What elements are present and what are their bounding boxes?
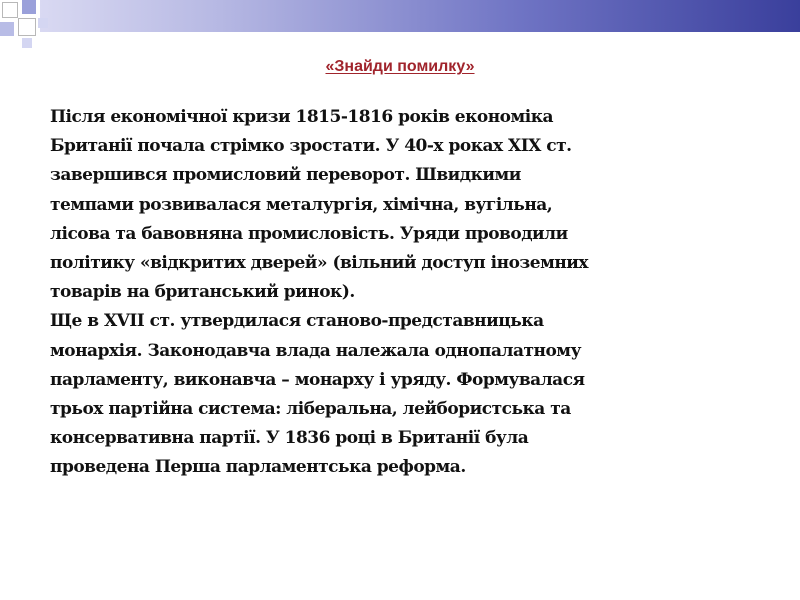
slide-title-text: «Знайди помилку»	[325, 58, 475, 75]
decorative-square	[0, 22, 14, 36]
body-line: завершився промисловий переворот. Швидкими	[50, 165, 521, 186]
decorative-square	[22, 38, 32, 48]
header-decorative-band	[0, 0, 800, 32]
body-line: політику «відкритих дверей» (вільний доступ іноземних	[50, 253, 589, 274]
body-line: Після економічної кризи 1815-1816 років економіка	[50, 107, 554, 127]
decorative-square	[22, 0, 36, 14]
slide-body	[50, 103, 770, 483]
slide-title	[200, 58, 600, 76]
decorative-square	[2, 2, 18, 18]
body-line: консервативна партії. У 1836 році в Британії була	[50, 428, 529, 449]
body-line: Британії почала стрімко зростати. У 40-х роках ХІХ ст.	[50, 136, 572, 157]
body-line: Ще в XVII ст. утвердилася станово-представницька	[50, 311, 544, 332]
decorative-square	[38, 18, 48, 28]
body-line: лісова та бавовняна промисловість. Уряди проводили	[50, 223, 568, 244]
body-line: темпами розвивалася металургія, хімічна, вугільна,	[50, 194, 553, 215]
body-line: трьох партійна система: ліберальна, лейбористська та	[50, 399, 571, 420]
body-line: проведена Перша парламентська реформа.	[50, 457, 466, 478]
body-line: монархія. Законодавча влада належала однопалатному	[50, 340, 581, 361]
body-line: товарів на британський ринок).	[50, 282, 355, 303]
decorative-square	[18, 18, 36, 36]
body-line: парламенту, виконавча – монарху і уряду. Формувалася	[50, 369, 585, 390]
